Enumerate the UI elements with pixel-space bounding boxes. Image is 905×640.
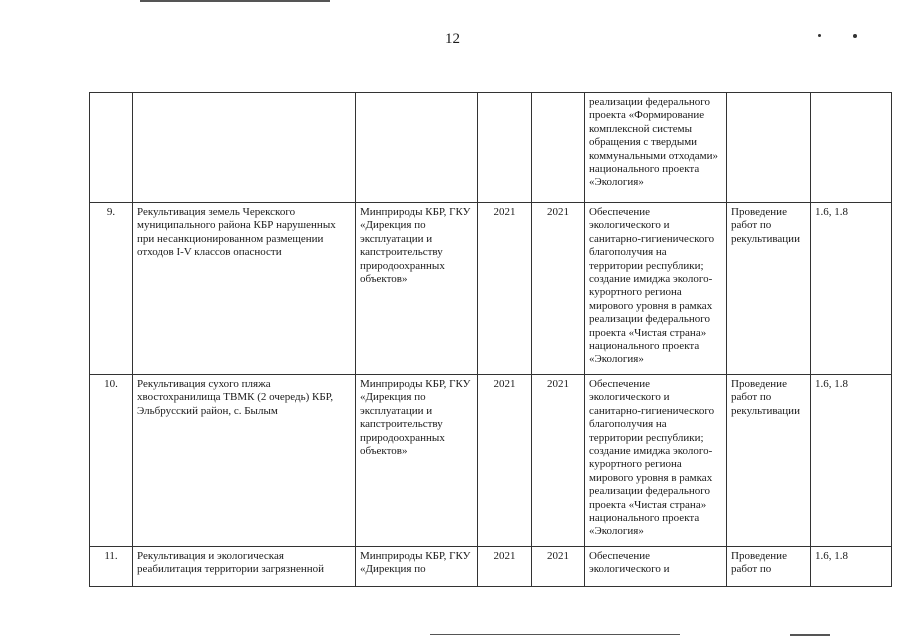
cell-executor: Минприроды КБР, ГКУ «Дирекция по эксплуатации и капстроительству природоохранных объектов» — [356, 375, 478, 547]
cell-executor: Минприроды КБР, ГКУ «Дирекция по — [356, 547, 478, 587]
cell-number: 11. — [90, 547, 133, 587]
page-number: 12 — [445, 31, 460, 47]
cell-indicators: 1.6, 1.8 — [811, 547, 892, 587]
cell-expected-result: Обеспечение экологического и санитарно-гигиенического благополучия на территории республики; создание имиджа эколого-курортного региона мирового уровня в рамках реализации федерального проекта «Чистая страна» национального проекта «Экология» — [585, 375, 727, 547]
cell-expected-result: реализации федерального проекта «Формирование комплексной системы обращения с твердыми коммунальными отходами» национального проекта «Экология» — [585, 93, 727, 203]
cell-measure-name — [133, 93, 356, 203]
cell-measure-name: Рекультивация и экологическая реабилитация территории загрязненной — [133, 547, 356, 587]
cell-end-year — [532, 93, 585, 203]
cell-number: 10. — [90, 375, 133, 547]
cell-start-year: 2021 — [478, 547, 532, 587]
table-row — [90, 547, 892, 587]
scan-artifact-top — [140, 0, 330, 2]
cell-end-year: 2021 — [532, 203, 585, 375]
measures-table — [89, 92, 892, 587]
cell-executor — [356, 93, 478, 203]
cell-measure-name: Рекультивация земель Черекского муниципального района КБР нарушенных при несанкционированном размещении отходов I-V классов опасности — [133, 203, 356, 375]
cell-activity: Проведение работ по рекультивации — [727, 375, 811, 547]
cell-start-year: 2021 — [478, 203, 532, 375]
cell-expected-result: Обеспечение экологического и санитарно-гигиенического благополучия на территории республики; создание имиджа эколого-курортного региона мирового уровня в рамках реализации федерального проекта «Чистая страна» национального проекта «Экология» — [585, 203, 727, 375]
cell-number — [90, 93, 133, 203]
cell-expected-result: Обеспечение экологического и — [585, 547, 727, 587]
cell-executor: Минприроды КБР, ГКУ «Дирекция по эксплуатации и капстроительству природоохранных объектов» — [356, 203, 478, 375]
cell-start-year — [478, 93, 532, 203]
cell-start-year: 2021 — [478, 375, 532, 547]
cell-activity — [727, 93, 811, 203]
cell-activity: Проведение работ по — [727, 547, 811, 587]
cell-number: 9. — [90, 203, 133, 375]
cell-activity: Проведение работ по рекультивации — [727, 203, 811, 375]
cell-end-year: 2021 — [532, 375, 585, 547]
cell-indicators — [811, 93, 892, 203]
table-row — [90, 203, 892, 375]
cell-indicators: 1.6, 1.8 — [811, 203, 892, 375]
cell-measure-name: Рекультивация сухого пляжа хвостохранилища ТВМК (2 очередь) КБР, Эльбрусский район, с. Былым — [133, 375, 356, 547]
cell-end-year: 2021 — [532, 547, 585, 587]
scan-artifact-dot — [853, 34, 857, 38]
cell-indicators: 1.6, 1.8 — [811, 375, 892, 547]
table-row — [90, 93, 892, 203]
scan-artifact-bottom — [430, 634, 680, 635]
scan-artifact-bottom — [790, 634, 830, 636]
table-row — [90, 375, 892, 547]
scan-artifact-dot — [818, 34, 821, 37]
